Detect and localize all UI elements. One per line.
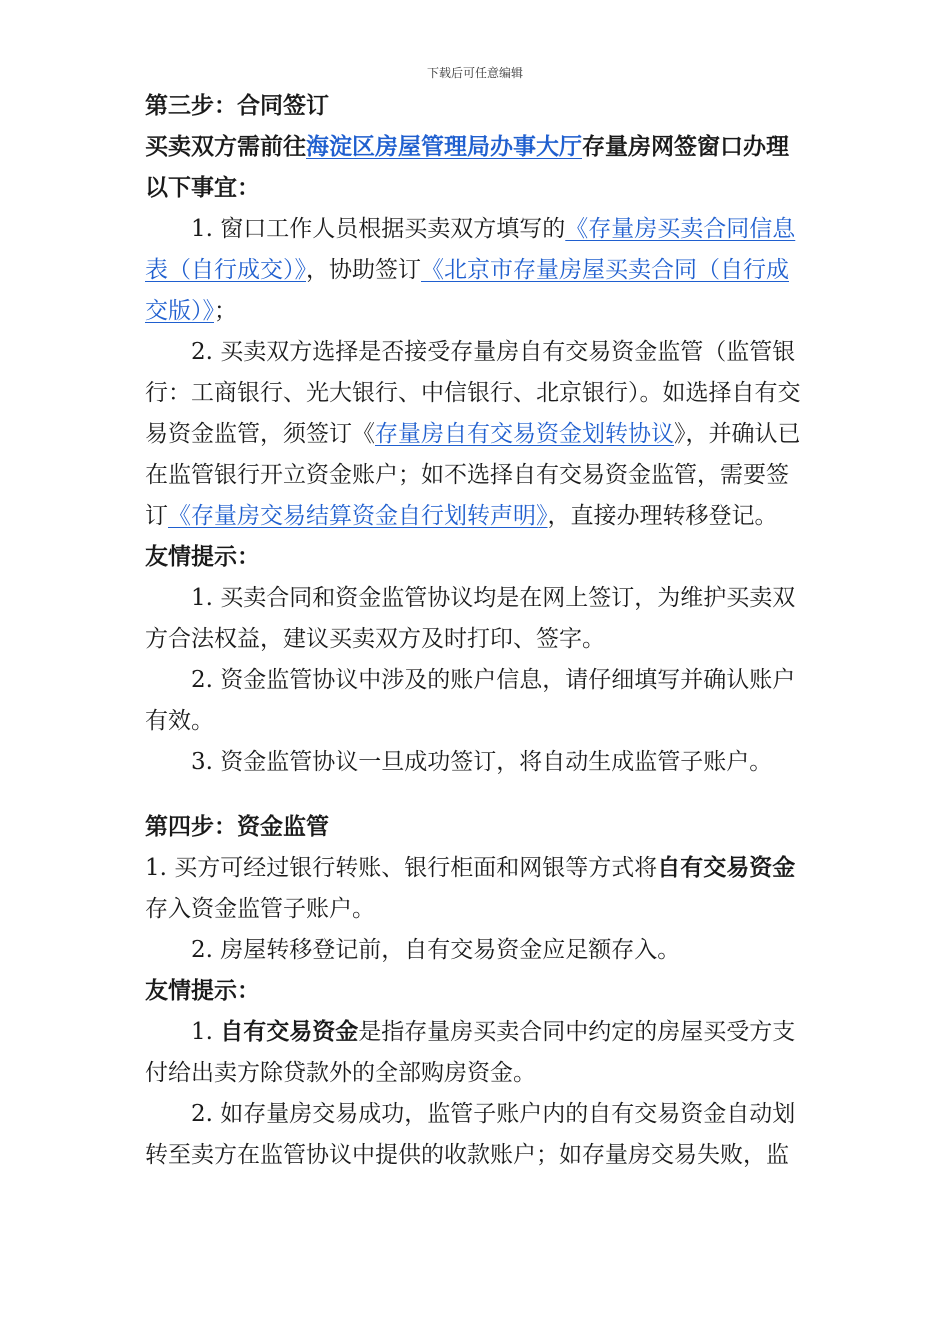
item-number: 1. [145,855,167,881]
item-number: 2. [191,339,213,365]
step4-item2-text: 房屋转移登记前，自有交易资金应足额存入。 [220,937,681,963]
step3-tip-3 [145,742,810,783]
step3-item1-text3: ； [214,298,237,324]
step3-tip-1 [145,578,810,660]
step4-tip-2 [145,1094,810,1176]
document-body [145,86,810,1176]
haidian-office-link[interactable]: 海淀区房屋管理局办事大厅 [306,134,582,160]
step4-item1-bold: 自有交易资金 [657,855,796,881]
step3-intro-post: 存量房网签窗口办理以下事宜： [145,134,789,201]
step4-tip1-bold: 自有交易资金 [220,1019,359,1045]
step3-item1-text2: ，协助签订 [306,257,421,283]
step4-item-1 [145,848,810,930]
step3-intro-pre: 买卖双方需前往 [145,134,306,160]
step3-item2-text1: 买卖双方选择是否接受存量房自有交易资金监管（监管银行：工商银行、光大银行、中信银行、北京银行）。如选择自有交易资金监管，须签订《 [145,339,801,447]
item-number: 2. [191,667,213,693]
step4-tip1-text: 是指存量房买卖合同中约定的房屋买受方支付给出卖方除贷款外的全部购房资金。 [145,1019,796,1086]
step3-tip3-text: 资金监管协议一旦成功签订，将自动生成监管子账户。 [220,749,773,775]
step4-tip-1 [145,1012,810,1094]
section-spacer [145,783,810,807]
step3-title: 第三步：合同签订 [145,93,329,119]
step4-title: 第四步：资金监管 [145,814,329,840]
item-number: 1. [191,1019,213,1045]
beijing-contract-link[interactable]: 《北京市存量房屋买卖合同（自行成交版）》 [145,257,789,324]
step4-item-2 [145,930,810,971]
step4-item1-pre: 买方可经过银行转账、银行柜面和网银等方式将 [174,855,658,881]
page-header-note: 下载后可任意编辑 [426,66,523,80]
step3-tips-title: 友情提示： [145,544,260,570]
step4-tip2-text: 如存量房交易成功，监管子账户内的自有交易资金自动划转至卖方在监管协议中提供的收款账户；如存量房交易失败，监 [145,1101,796,1168]
step3-intro [145,127,810,209]
fund-transfer-agreement-link[interactable]: 存量房自有交易资金划转协议 [375,421,674,447]
step4-item1-post: 存入资金监管子账户。 [145,896,375,922]
item-number: 1. [191,585,213,611]
item-number: 2. [191,1101,213,1127]
contract-info-form-link[interactable]: 《存量房买卖合同信息表（自行成交）》 [145,216,796,283]
step3-tip1-text: 买卖合同和资金监管协议均是在网上签订，为维护买卖双方合法权益，建议买卖双方及时打印、签字。 [145,585,796,652]
step3-item2-text2: 》，并确认已在监管银行开立资金账户；如不选择自有交易资金监管，需要签订 [145,421,801,529]
step3-item-1 [145,209,810,332]
step3-tip-2 [145,660,810,742]
step4-tips-title: 友情提示： [145,978,260,1004]
item-number: 1. [191,216,213,242]
step3-item2-text3: ，直接办理转移登记。 [547,503,778,529]
step3-tip2-text: 资金监管协议中涉及的账户信息，请仔细填写并确认账户有效。 [145,667,796,734]
step3-item-2 [145,332,810,537]
self-transfer-statement-link[interactable]: 《存量房交易结算资金自行划转声明》 [168,503,548,529]
step3-item1-text1: 窗口工作人员根据买卖双方填写的 [220,216,566,242]
item-number: 2. [191,937,213,963]
item-number: 3. [191,749,213,775]
